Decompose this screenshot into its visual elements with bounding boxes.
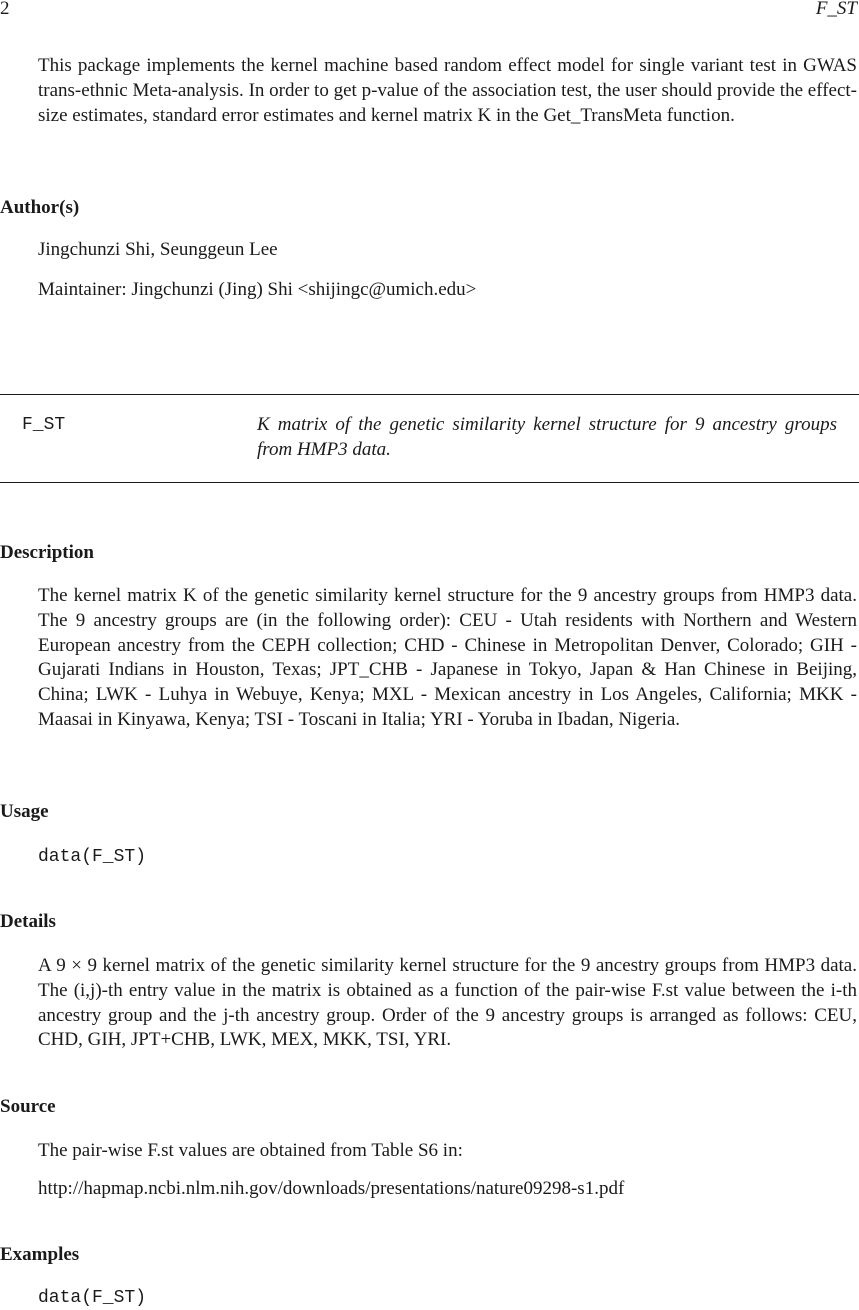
- author-names: Jingchunzi Shi, Seunggeun Lee: [38, 239, 278, 260]
- description-heading: Description: [0, 542, 94, 563]
- maintainer-line: Maintainer: Jingchunzi (Jing) Shi <shijingc@umich.edu>: [38, 279, 477, 300]
- usage-heading: Usage: [0, 801, 49, 822]
- page-header: [0, 0, 859, 22]
- topic-bottom-rule: [0, 482, 859, 483]
- examples-heading: Examples: [0, 1244, 80, 1265]
- details-heading: Details: [0, 911, 56, 932]
- intro-paragraph: This package implements the kernel machine based random effect model for single variant test in GWAS trans-ethnic Meta-analysis. In order to get p-value of the association test, the user should provide the effect-size estimates, standard error estimates and kernel matrix K in the Get_TransMeta function.: [38, 55, 857, 126]
- source-text: The pair-wise F.st values are obtained from Table S6 in:: [38, 1140, 463, 1161]
- topic-name: F_ST: [22, 415, 66, 435]
- source-url[interactable]: http://hapmap.ncbi.nlm.nih.gov/downloads/presentations/nature09298-s1.pdf: [38, 1178, 625, 1199]
- usage-code: data(F_ST): [38, 847, 147, 867]
- source-heading: Source: [0, 1096, 56, 1117]
- topic-title: K matrix of the genetic similarity kernel structure for 9 ancestry groups from HMP3 data.: [257, 414, 837, 460]
- examples-code: data(F_ST): [38, 1288, 147, 1308]
- page-number: 2: [0, 0, 10, 19]
- description-paragraph: The kernel matrix K of the genetic similarity kernel structure for the 9 ancestry groups from HMP3 data. The 9 ancestry groups are (in the following order): CEU - Utah residents with Northern and Western European ancestry from the CEPH collection; CHD - Chinese in Metropolitan Denver, Colorado; GIH - Gujarati Indians in Houston, Texas; JPT_CHB - Japanese in Tokyo, Japan & Han Chinese in Beijing, China; LWK - Luhya in Webuye, Kenya; MXL - Mexican ancestry in Los Angeles, California; MKK - Maasai in Kinyawa, Kenya; TSI - Toscani in Italia; YRI - Yoruba in Ibadan, Nigeria.: [38, 585, 857, 730]
- details-paragraph: A 9 × 9 kernel matrix of the genetic similarity kernel structure for the 9 ancestry groups from HMP3 data. The (i,j)-th entry value in the matrix is obtained as a function of the pair-wise F.st value between the i-th ancestry group and the j-th ancestry group. Order of the 9 ancestry groups is arranged as follows: CEU, CHD, GIH, JPT+CHB, LWK, MEX, MKK, TSI, YRI.: [38, 955, 857, 1051]
- running-title: F_ST: [815, 0, 857, 19]
- authors-heading: Author(s): [0, 197, 80, 218]
- topic-top-rule: [0, 394, 859, 395]
